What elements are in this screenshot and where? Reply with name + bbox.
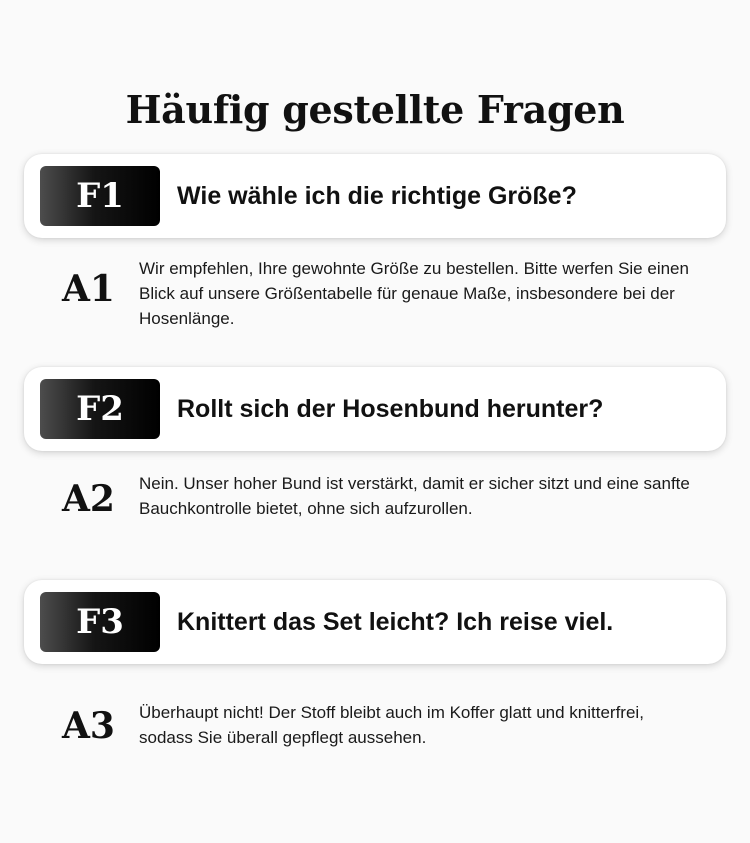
question-text-2: Rollt sich der Hosenbund herunter?	[177, 395, 604, 423]
question-card-2[interactable]	[24, 367, 726, 451]
answer-label-3: A3	[62, 705, 115, 747]
question-card-3[interactable]	[24, 580, 726, 664]
answer-label-2: A2	[62, 478, 115, 520]
answer-text-2: Nein. Unser hoher Bund ist verstärkt, damit er sicher sitzt und eine sanfte Bauchkontrolle bietet, ohne sich aufzurollen.	[139, 474, 690, 518]
question-badge-1: F1	[40, 166, 160, 226]
question-card-1[interactable]	[24, 154, 726, 238]
question-badge-2: F2	[40, 379, 160, 439]
answer-text-3: Überhaupt nicht! Der Stoff bleibt auch im Koffer glatt und knitterfrei, sodass Sie überall gepflegt aussehen.	[139, 703, 644, 747]
page-title: Häufig gestellte Fragen	[125, 87, 625, 132]
question-text-3: Knittert das Set leicht? Ich reise viel.	[177, 608, 614, 636]
question-badge-3: F3	[40, 592, 160, 652]
answer-label-1: A1	[62, 268, 115, 310]
answer-text-1: Wir empfehlen, Ihre gewohnte Größe zu bestellen. Bitte werfen Sie einen Blick auf unsere Größentabelle für genaue Maße, insbesondere bei der Hosenlänge.	[139, 259, 689, 328]
question-text-1: Wie wähle ich die richtige Größe?	[177, 182, 577, 210]
